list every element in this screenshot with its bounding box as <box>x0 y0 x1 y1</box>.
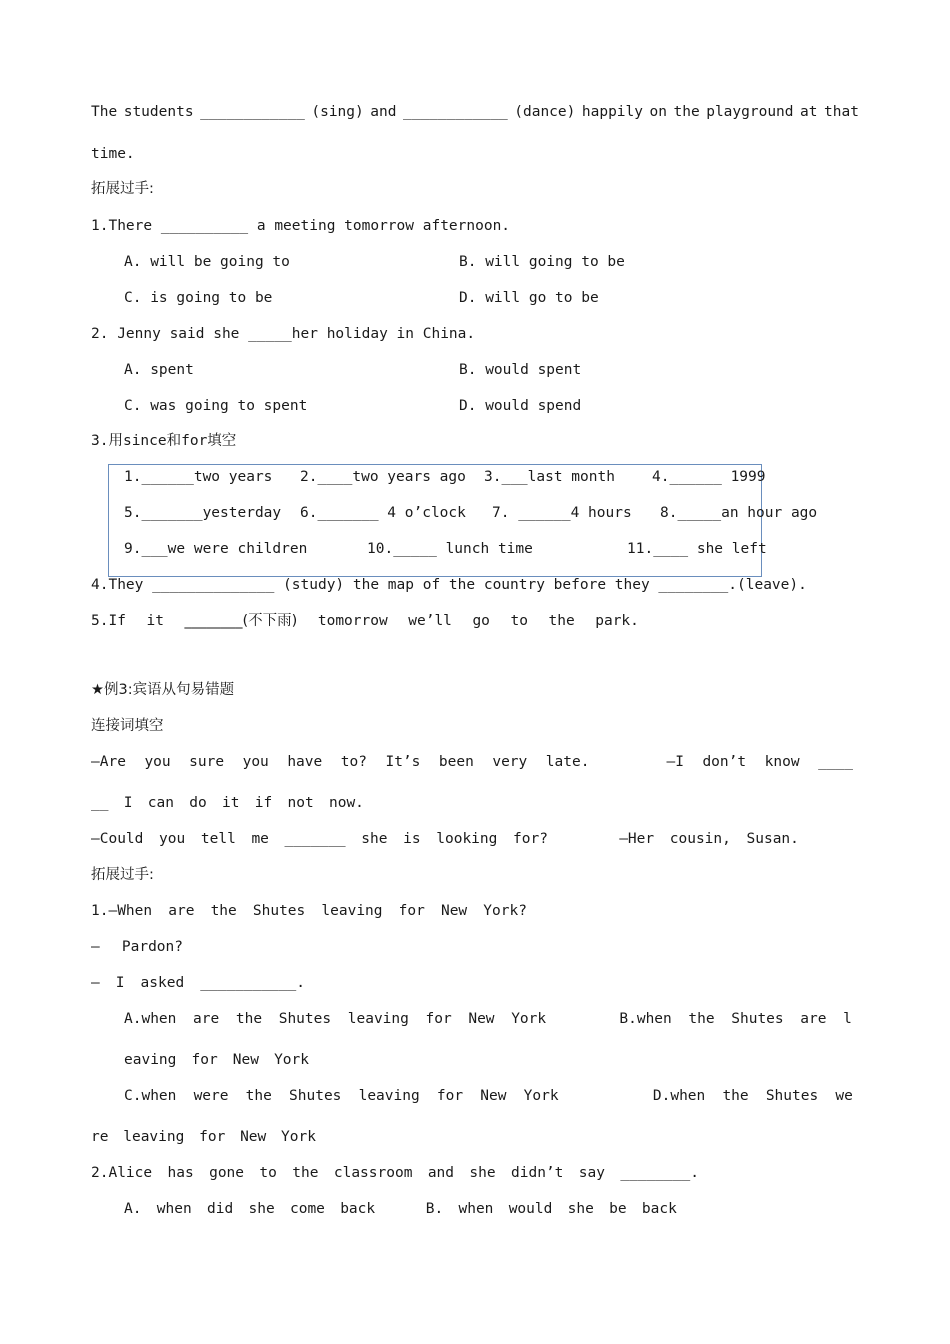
question-1: 1.There __________ a meeting tomorrow afternoon. <box>91 218 511 234</box>
word: we <box>835 1088 853 1104</box>
option-1c: C. is going to be <box>124 290 273 306</box>
word: 5.If <box>91 613 126 629</box>
word: on <box>649 104 667 120</box>
word: looking <box>436 831 498 847</box>
option-2d: D. would spend <box>459 398 582 414</box>
word: late. <box>545 754 590 770</box>
word: tell <box>200 831 236 847</box>
word: me <box>251 831 269 847</box>
box-item-6: 6._______ 4 o’clock <box>300 505 466 521</box>
word: the <box>292 1165 319 1181</box>
word: don’t <box>702 754 747 770</box>
word: I <box>123 795 133 811</box>
option-1a: A. will be going to <box>124 254 290 270</box>
blank: ____ <box>818 754 853 770</box>
word: students <box>123 104 194 120</box>
word: and <box>370 104 397 120</box>
word: the <box>210 903 237 919</box>
word: classroom <box>333 1165 413 1181</box>
blank: __ <box>91 795 109 811</box>
word: very <box>492 754 528 770</box>
word: D.when <box>652 1088 706 1104</box>
word: New <box>232 1052 259 1068</box>
word: for <box>425 1011 452 1027</box>
word: and <box>427 1165 455 1181</box>
dialog-line-2 <box>91 794 364 812</box>
question-2: 2. Jenny said she _____her holiday in China. <box>91 326 476 342</box>
sentence-line-1 <box>91 103 859 121</box>
word: not <box>287 795 314 811</box>
word: leaving <box>321 903 383 919</box>
word: leaving <box>347 1011 409 1027</box>
option-1d: D. will go to be <box>459 290 599 306</box>
word: Pardon? <box>121 939 183 955</box>
practice-1 <box>91 902 527 920</box>
word: is <box>403 831 421 847</box>
word: would <box>508 1201 553 1217</box>
word: 2.Alice <box>91 1165 153 1181</box>
word: back <box>641 1201 677 1217</box>
word: York <box>523 1088 559 1104</box>
word: asked <box>140 975 185 991</box>
question-4: 4.They ______________ (study) the map of the country before they ________.(leave). <box>91 577 807 593</box>
word: cousin, <box>669 831 731 847</box>
practice-1-options-cd <box>124 1087 853 1105</box>
spacer <box>564 830 604 848</box>
word: to <box>259 1165 277 1181</box>
box-item-5: 5._______yesterday <box>124 505 282 521</box>
word: we’ll <box>408 613 452 629</box>
word: New <box>468 1011 495 1027</box>
word: Shutes <box>278 1011 332 1027</box>
word: now. <box>328 795 364 811</box>
word: know <box>764 754 800 770</box>
spacer <box>576 1087 636 1105</box>
option-2a: A. spent <box>124 362 194 378</box>
section-heading: 拓展过手: <box>91 181 154 197</box>
word: —Could <box>91 831 144 847</box>
word: she <box>248 1201 275 1217</box>
word: 1.—When <box>91 903 153 919</box>
word: Shutes <box>252 903 306 919</box>
word: you <box>242 754 269 770</box>
question-3: 3.用since和for填空 <box>91 433 237 449</box>
word: Susan. <box>746 831 799 847</box>
word: come <box>289 1201 325 1217</box>
word: ________(不下雨) <box>184 613 298 629</box>
box-item-8: 8._____an hour ago <box>660 505 818 521</box>
word: the <box>548 613 575 629</box>
word: that <box>824 104 859 120</box>
word: A.when <box>124 1011 177 1027</box>
word: (sing) <box>311 104 364 120</box>
word: when <box>156 1201 192 1217</box>
spacer <box>608 753 648 771</box>
word: were <box>193 1088 229 1104</box>
word: didn’t <box>511 1165 564 1181</box>
word: leaving <box>123 1129 185 1145</box>
word: New <box>240 1129 267 1145</box>
word: she <box>361 831 388 847</box>
word: —Her <box>619 831 655 847</box>
word: happily <box>581 104 643 120</box>
word: back <box>340 1201 376 1217</box>
practice-1-options-cd-cont <box>91 1128 316 1146</box>
word: A. <box>124 1201 142 1217</box>
sentence-line-2: time. <box>91 146 135 162</box>
box-item-9: 9.___we were children <box>124 541 308 557</box>
word: the <box>688 1011 715 1027</box>
spacer <box>563 1010 603 1028</box>
question-5 <box>91 612 639 630</box>
box-item-3: 3.___last month <box>484 469 615 485</box>
word: has <box>167 1165 194 1181</box>
option-2b: B. would spent <box>459 362 582 378</box>
word: Shutes <box>289 1088 342 1104</box>
practice-1-options-ab <box>124 1010 852 1028</box>
word: B. <box>425 1201 444 1217</box>
box-item-10: 10._____ lunch time <box>367 541 533 557</box>
word: tomorrow <box>317 613 388 629</box>
word: for <box>199 1129 226 1145</box>
box-item-7: 7. ______4 hours <box>492 505 632 521</box>
word: the <box>673 104 700 120</box>
word: C.when <box>124 1088 177 1104</box>
box-item-1: 1.______two years <box>124 469 273 485</box>
word: park. <box>595 613 639 629</box>
word: can <box>147 795 174 811</box>
practice-1-asked <box>91 974 305 992</box>
word: the <box>245 1088 272 1104</box>
word: to <box>510 613 528 629</box>
word: been <box>438 754 474 770</box>
box-item-4: 4.______ 1999 <box>652 469 766 485</box>
word: she <box>469 1165 496 1181</box>
word: to? <box>340 754 367 770</box>
word: at <box>800 104 818 120</box>
dash: — <box>91 939 100 955</box>
blank: ____________ <box>200 104 305 120</box>
word: say <box>578 1165 605 1181</box>
word: she <box>567 1201 594 1217</box>
word: York? <box>483 903 527 919</box>
word: be <box>609 1201 627 1217</box>
word: the <box>235 1011 263 1027</box>
word: are <box>168 903 195 919</box>
dialog-line-1 <box>91 753 853 771</box>
word: playground <box>706 104 794 120</box>
practice-2-options <box>124 1200 677 1218</box>
subheading: 连接词填空 <box>91 718 164 734</box>
example-3-heading: ★例3:宾语从句易错题 <box>91 682 235 698</box>
word: go <box>472 613 490 629</box>
word: re <box>91 1129 109 1145</box>
word: for? <box>513 831 548 847</box>
word: Shutes <box>731 1011 784 1027</box>
word: for <box>398 903 425 919</box>
word: York <box>274 1052 309 1068</box>
word: are <box>193 1011 220 1027</box>
word: The <box>91 104 118 120</box>
word: for <box>191 1052 218 1068</box>
word: have <box>287 754 323 770</box>
blank: _______ <box>284 831 346 847</box>
word: eaving <box>124 1052 177 1068</box>
word: are <box>800 1011 827 1027</box>
dialog-line-3 <box>91 830 799 848</box>
word: it <box>222 795 240 811</box>
word: when <box>458 1201 494 1217</box>
word: it <box>146 613 164 629</box>
option-1b: B. will going to be <box>459 254 625 270</box>
word: —Are <box>91 754 126 770</box>
practice-1-options-ab-cont <box>124 1051 309 1069</box>
word: the <box>722 1088 749 1104</box>
word: gone <box>209 1165 245 1181</box>
blank: ________. <box>620 1165 699 1181</box>
word: B.when <box>619 1011 672 1027</box>
word: It’s <box>385 754 421 770</box>
word: New <box>480 1088 507 1104</box>
word: do <box>189 795 207 811</box>
spacer <box>390 1200 410 1218</box>
section-heading-2: 拓展过手: <box>91 867 154 883</box>
box-item-2: 2.____two years ago <box>300 469 466 485</box>
word: Shutes <box>765 1088 819 1104</box>
word: if <box>254 795 273 811</box>
option-2c: C. was going to spent <box>124 398 308 414</box>
dash: — <box>91 975 100 991</box>
practice-2 <box>91 1164 699 1182</box>
practice-1-reply <box>91 938 183 956</box>
word: leaving <box>358 1088 420 1104</box>
blank: ___________. <box>200 975 305 991</box>
word: York <box>281 1129 316 1145</box>
word: (dance) <box>514 104 576 120</box>
word: did <box>206 1201 234 1217</box>
word: —I <box>666 754 684 770</box>
word: York <box>511 1011 547 1027</box>
word: you <box>159 831 186 847</box>
box-item-11: 11.____ she left <box>627 541 767 557</box>
word: sure <box>189 754 225 770</box>
blank: ____________ <box>402 104 508 120</box>
word: for <box>436 1088 464 1104</box>
word: New <box>440 903 468 919</box>
word: you <box>144 754 171 770</box>
word: l <box>843 1011 852 1027</box>
word: I <box>115 975 125 991</box>
